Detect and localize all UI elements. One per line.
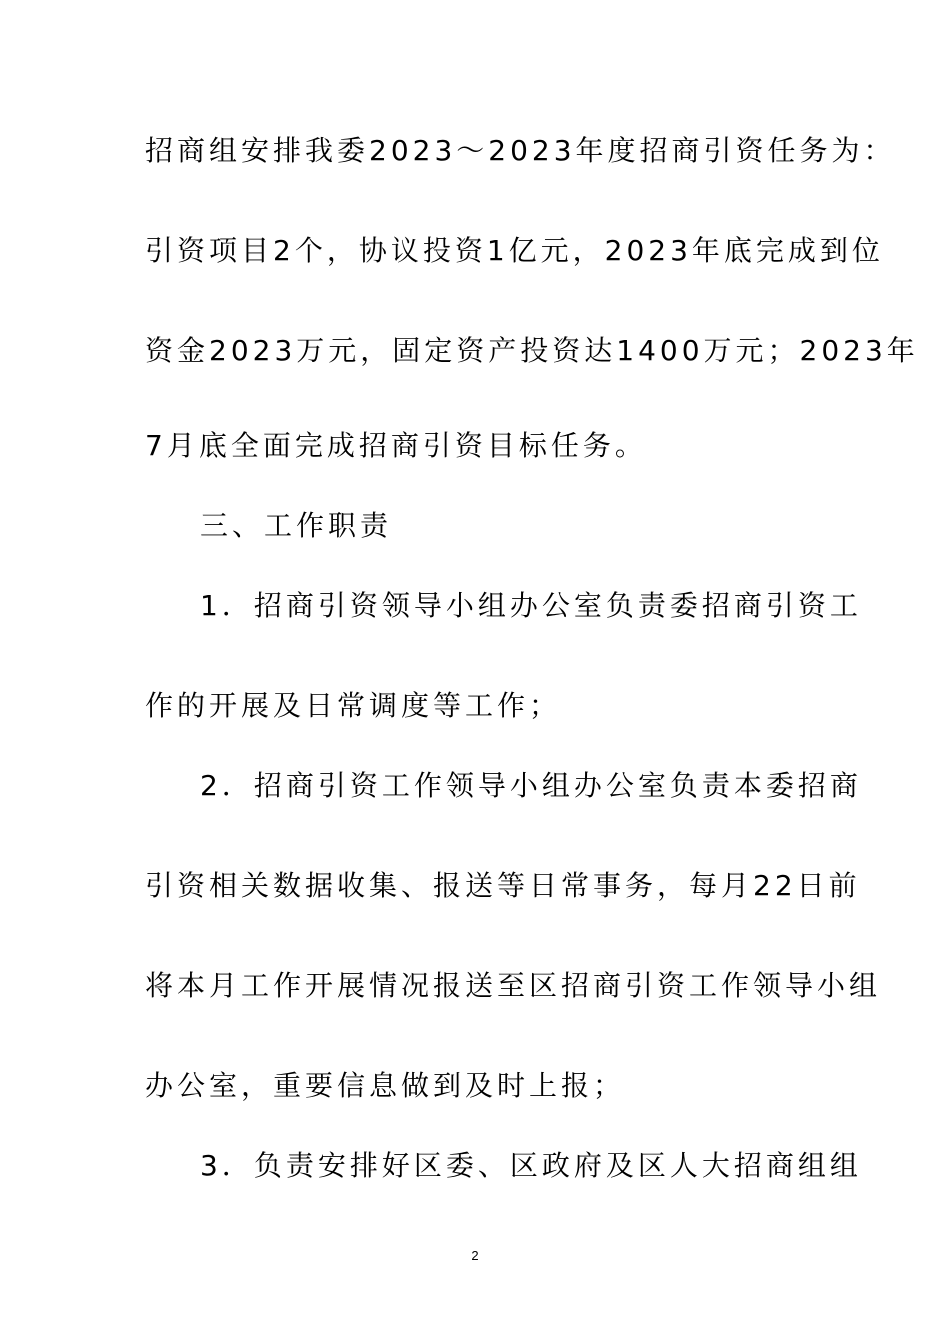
section-heading: 三、工作职责 [200, 509, 393, 542]
paragraph-line: 引资项目2个，协议投资1亿元，2023年底完成到位 [145, 234, 884, 267]
paragraph-line: 引资相关数据收集、报送等日常事务，每月22日前 [145, 869, 861, 902]
paragraph-line: 作的开展及日常调度等工作； [145, 689, 562, 722]
paragraph-line: 3．负责安排好区委、区政府及区人大招商组组 [200, 1149, 862, 1182]
paragraph-line: 办公室，重要信息做到及时上报； [145, 1069, 626, 1102]
paragraph-line: 1．招商引资领导小组办公室负责委招商引资工 [200, 589, 862, 622]
paragraph-line: 7月底全面完成招商引资目标任务。 [145, 429, 647, 462]
page-number: 2 [471, 1248, 479, 1263]
paragraph-line: 招商组安排我委2023～2023年度招商引资任务为： [145, 134, 896, 167]
paragraph-line: 将本月工作开展情况报送至区招商引资工作领导小组 [145, 969, 882, 1002]
paragraph-line: 2．招商引资工作领导小组办公室负责本委招商 [200, 769, 862, 802]
paragraph-line: 资金2023万元，固定资产投资达1400万元；2023年 [145, 334, 919, 367]
